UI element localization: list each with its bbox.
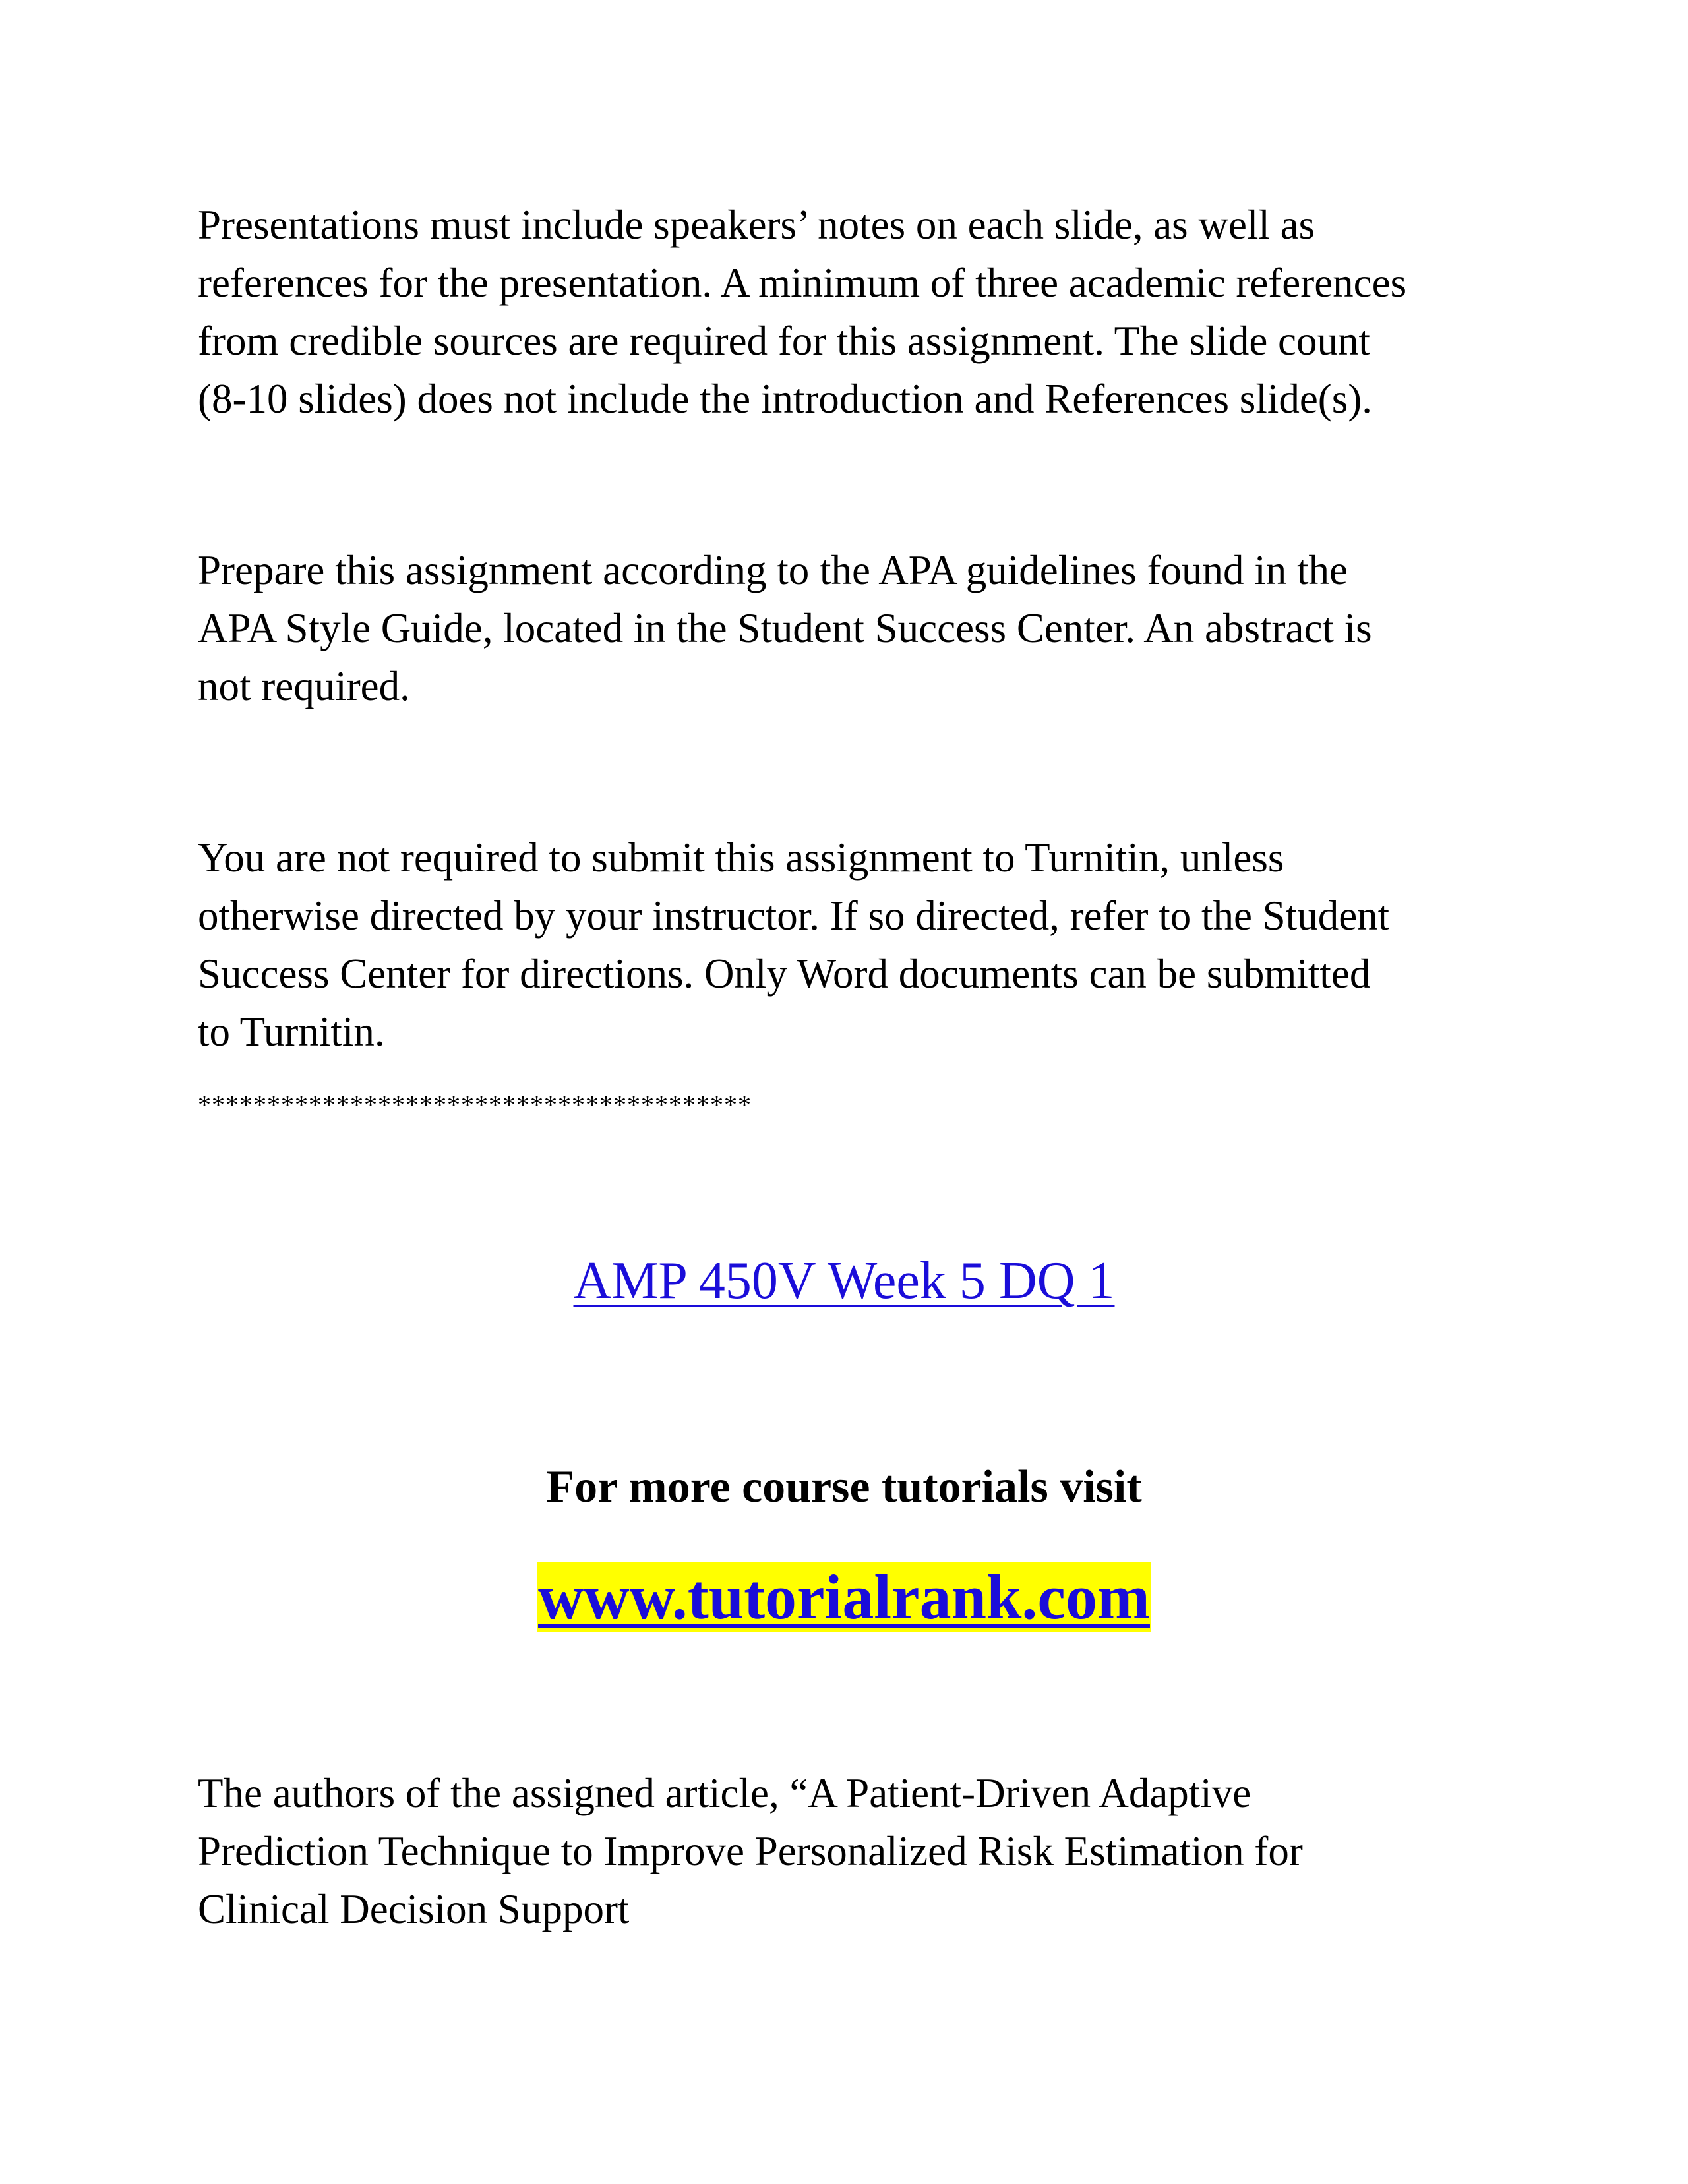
text-line: You are not required to submit this assignment to Turnitin, unless (198, 835, 1284, 881)
text-line: Success Center for directions. Only Word documents can be submitted (198, 951, 1371, 997)
text-line: not required. (198, 663, 410, 709)
text-line: otherwise directed by your instructor. If so directed, refer to the Student (198, 893, 1390, 939)
promo-text: For more course tutorials visit (546, 1461, 1142, 1512)
text-line: Prediction Technique to Improve Personalized Risk Estimation for (198, 1828, 1303, 1874)
paragraph-turnitin (198, 829, 1530, 1061)
text-line: from credible sources are required for this assignment. The slide count (198, 318, 1371, 364)
paragraph-apa-guidelines (198, 541, 1530, 715)
text-line: references for the presentation. A minimum of three academic references (198, 260, 1407, 306)
paragraph-article (198, 1764, 1530, 1938)
text-line: Presentations must include speakers’ notes on each slide, as well as (198, 202, 1315, 248)
course-title-block (0, 1245, 1688, 1317)
paragraph-presentation-requirements (198, 196, 1530, 428)
text-line: Clinical Decision Support (198, 1886, 630, 1932)
text-line: The authors of the assigned article, “A Patient-Driven Adaptive (198, 1770, 1251, 1816)
text-line: (8-10 slides) does not include the introduction and References slide(s). (198, 376, 1373, 422)
text-line: APA Style Guide, located in the Student Success Center. An abstract is (198, 605, 1372, 651)
text-line: to Turnitin. (198, 1009, 385, 1055)
asterisk-separator: **************************************** (198, 1090, 752, 1119)
promo-site-block (0, 1556, 1688, 1639)
tutorialrank-link[interactable]: www.tutorialrank.com (538, 1562, 1150, 1632)
text-line: Prepare this assignment according to the APA guidelines found in the (198, 547, 1348, 593)
course-title-link[interactable]: AMP 450V Week 5 DQ 1 (573, 1252, 1115, 1310)
